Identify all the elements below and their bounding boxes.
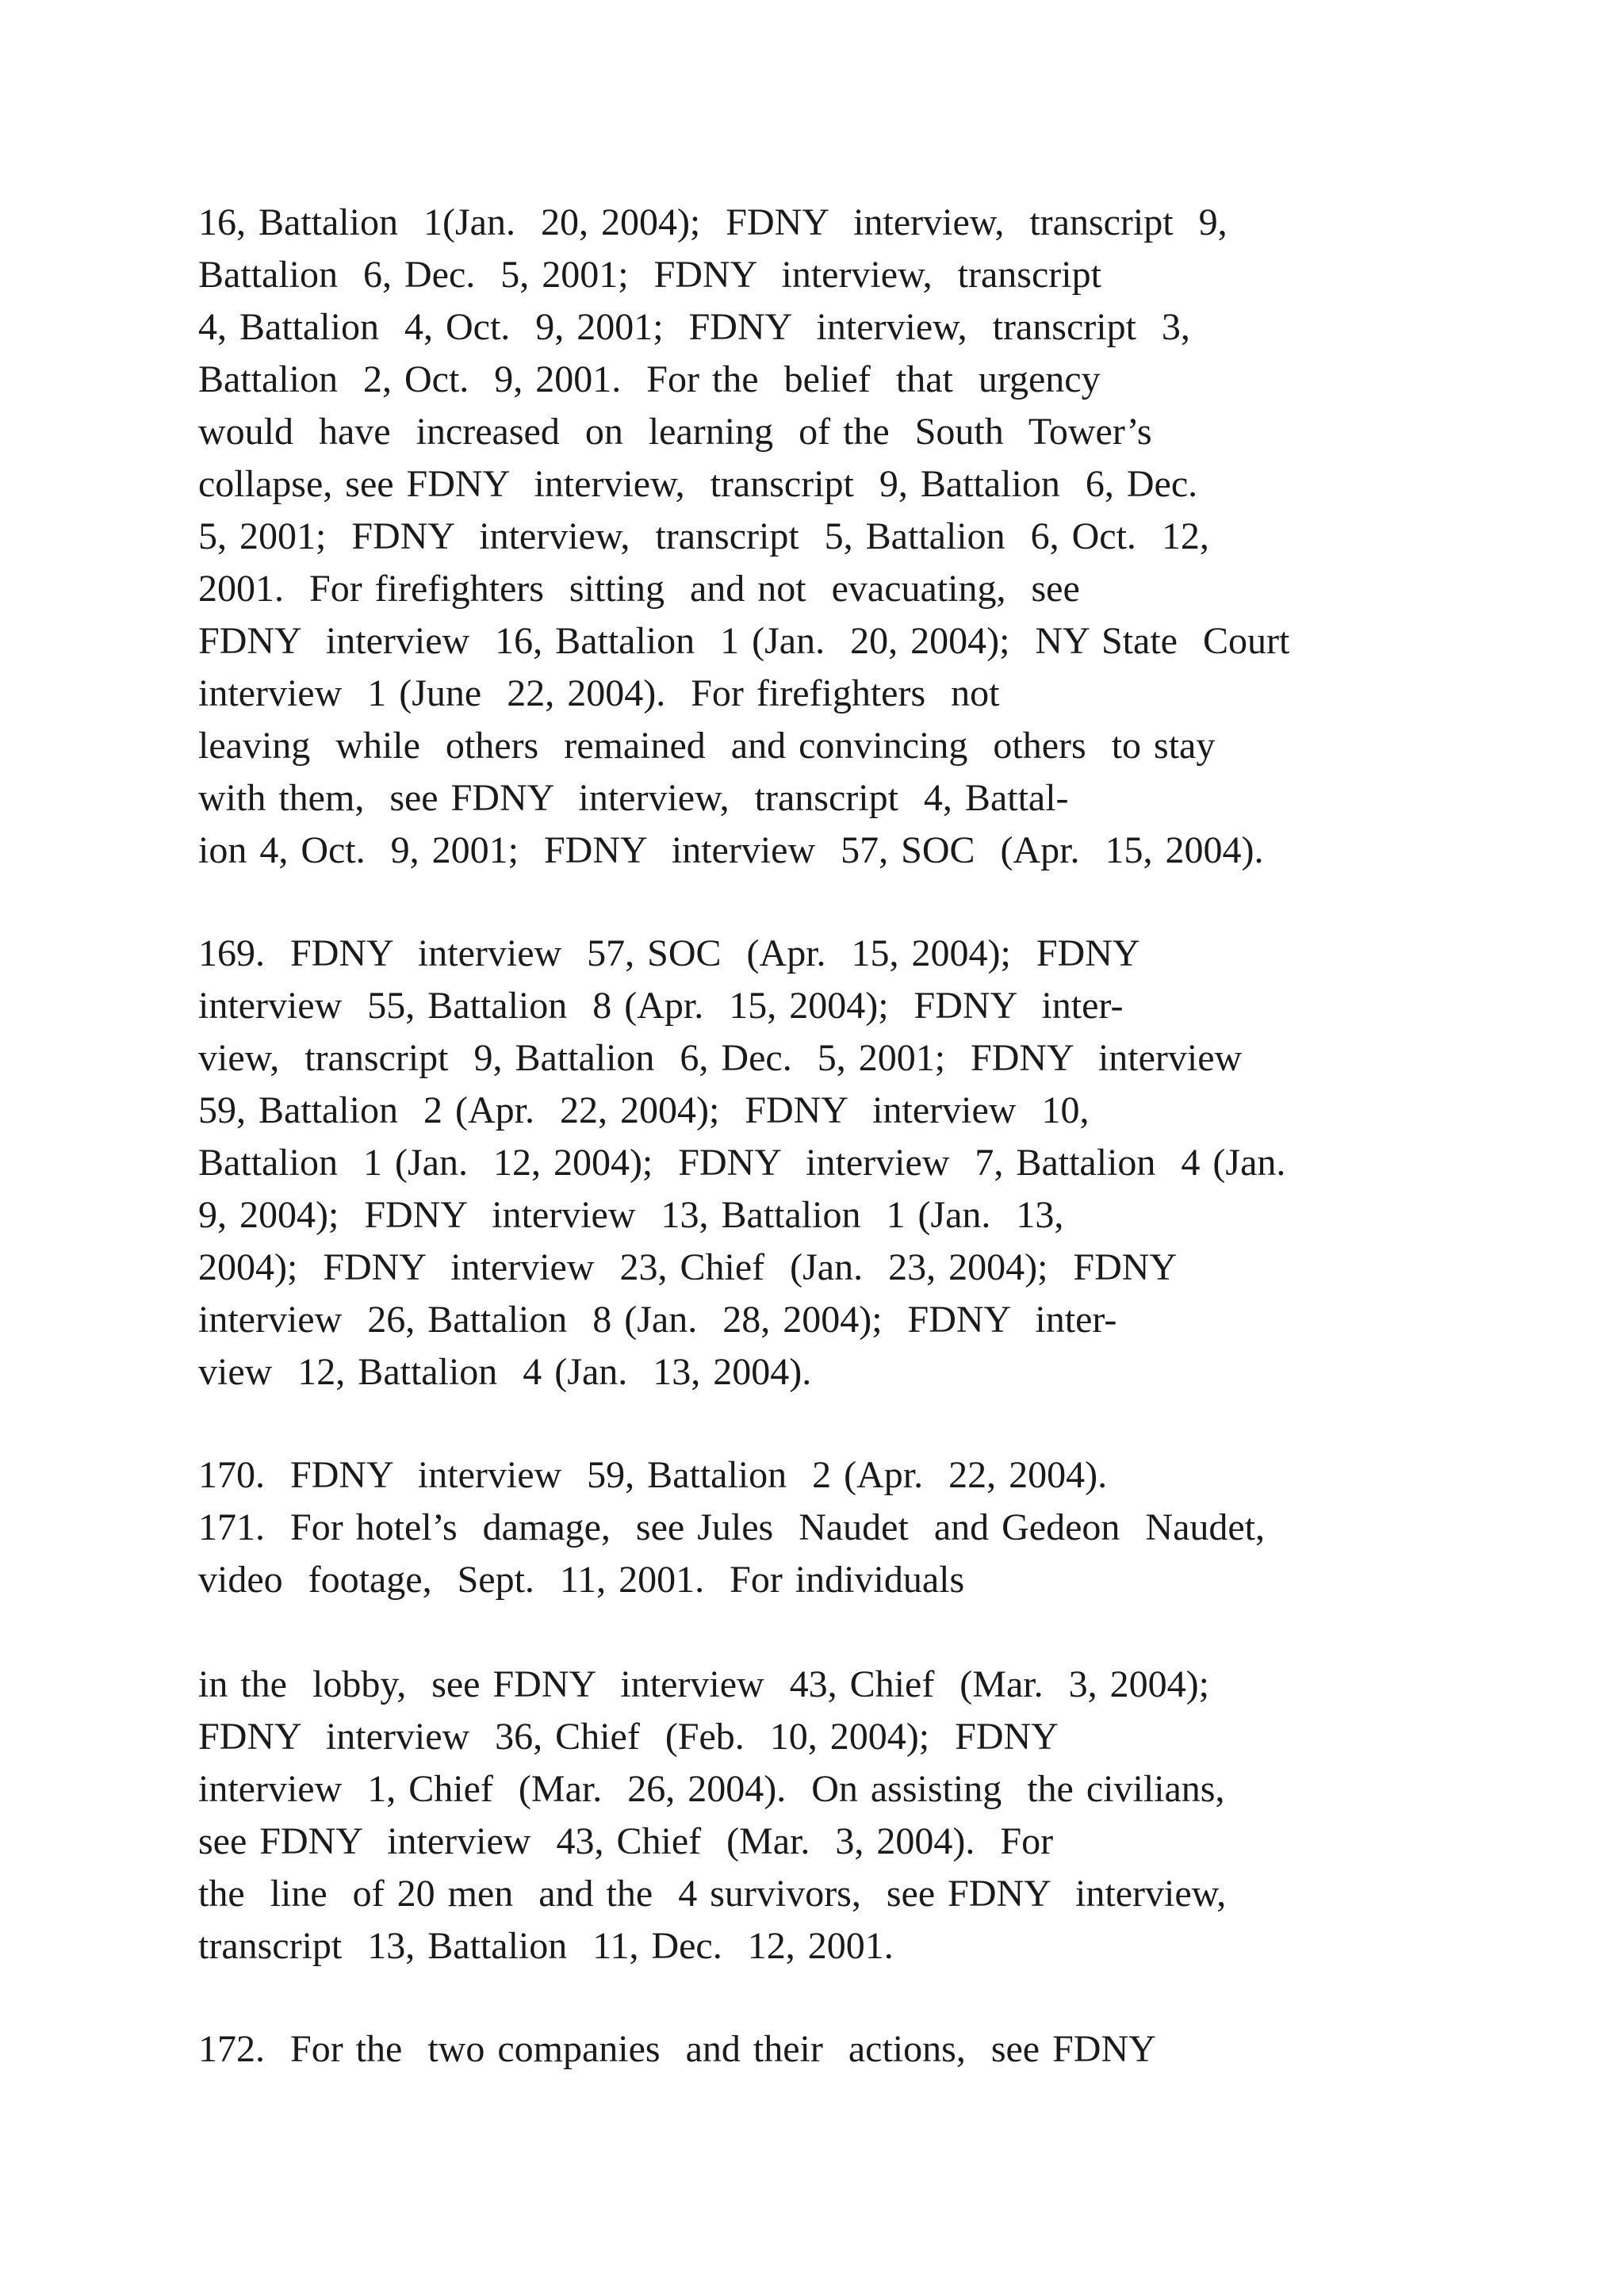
- text-line: Battalion 2, Oct. 9, 2001. For the belief that urgency: [198, 358, 1101, 400]
- text-line: leaving while others remained and convincing others to stay: [198, 725, 1216, 767]
- text-line: 2001. For firefighters sitting and not evacuating, see: [198, 568, 1080, 610]
- text-line: interview 26, Battalion 8 (Jan. 28, 2004); FDNY inter-: [198, 1299, 1117, 1341]
- text-line: 16, Battalion 1(Jan. 20, 2004); FDNY interview, transcript 9,: [198, 201, 1228, 243]
- text-line: 59, Battalion 2 (Apr. 22, 2004); FDNY interview 10,: [198, 1089, 1090, 1131]
- text-line: interview 55, Battalion 8 (Apr. 15, 2004); FDNY inter-: [198, 985, 1124, 1027]
- text-line: 9, 2004); FDNY interview 13, Battalion 1 (Jan. 13,: [198, 1194, 1064, 1236]
- text-line: view 12, Battalion 4 (Jan. 13, 2004).: [198, 1351, 812, 1393]
- text-line: with them, see FDNY interview, transcript 4, Battal-: [198, 777, 1069, 819]
- text-line: would have increased on learning of the South Tower’s: [198, 411, 1152, 453]
- text-line: interview 1, Chief (Mar. 26, 2004). On assisting the civilians,: [198, 1768, 1225, 1810]
- text-line: FDNY interview 36, Chief (Feb. 10, 2004); FDNY: [198, 1716, 1059, 1758]
- text-line: view, transcript 9, Battalion 6, Dec. 5, 2001; FDNY interview: [198, 1037, 1243, 1079]
- note-169: [198, 928, 1507, 1399]
- note-172: [198, 2023, 1507, 2076]
- note-170-171: [198, 1449, 1507, 1606]
- note-171-continued: [198, 1659, 1507, 1973]
- text-line: the line of 20 men and the 4 survivors, see FDNY interview,: [198, 1873, 1227, 1915]
- text-line: 170. FDNY interview 59, Battalion 2 (Apr. 22, 2004).: [198, 1454, 1108, 1496]
- text-line: ion 4, Oct. 9, 2001; FDNY interview 57, SOC (Apr. 15, 2004).: [198, 829, 1264, 871]
- text-line: 2004); FDNY interview 23, Chief (Jan. 23, 2004); FDNY: [198, 1246, 1178, 1288]
- text-line: in the lobby, see FDNY interview 43, Chief (Mar. 3, 2004);: [198, 1663, 1209, 1705]
- text-line: collapse, see FDNY interview, transcript 9, Battalion 6, Dec.: [198, 463, 1198, 505]
- note-168-continued: [198, 197, 1507, 877]
- text-line: 5, 2001; FDNY interview, transcript 5, Battalion 6, Oct. 12,: [198, 515, 1209, 557]
- text-line: transcript 13, Battalion 11, Dec. 12, 2001.: [198, 1925, 894, 1967]
- text-line: see FDNY interview 43, Chief (Mar. 3, 2004). For: [198, 1820, 1054, 1862]
- text-line: 172. For the two companies and their actions, see FDNY: [198, 2028, 1156, 2070]
- text-line: video footage, Sept. 11, 2001. For individuals: [198, 1559, 965, 1601]
- text-line: Battalion 6, Dec. 5, 2001; FDNY interview, transcript: [198, 254, 1101, 296]
- text-line: 4, Battalion 4, Oct. 9, 2001; FDNY interview, transcript 3,: [198, 306, 1190, 348]
- text-line: 171. For hotel’s damage, see Jules Naudet and Gedeon Naudet,: [198, 1506, 1266, 1548]
- text-line: FDNY interview 16, Battalion 1 (Jan. 20, 2004); NY State Court: [198, 620, 1290, 662]
- text-line: 169. FDNY interview 57, SOC (Apr. 15, 2004); FDNY: [198, 932, 1140, 974]
- text-line: Battalion 1 (Jan. 12, 2004); FDNY interview 7, Battalion 4 (Jan.: [198, 1142, 1286, 1184]
- text-line: interview 1 (June 22, 2004). For firefighters not: [198, 672, 1000, 714]
